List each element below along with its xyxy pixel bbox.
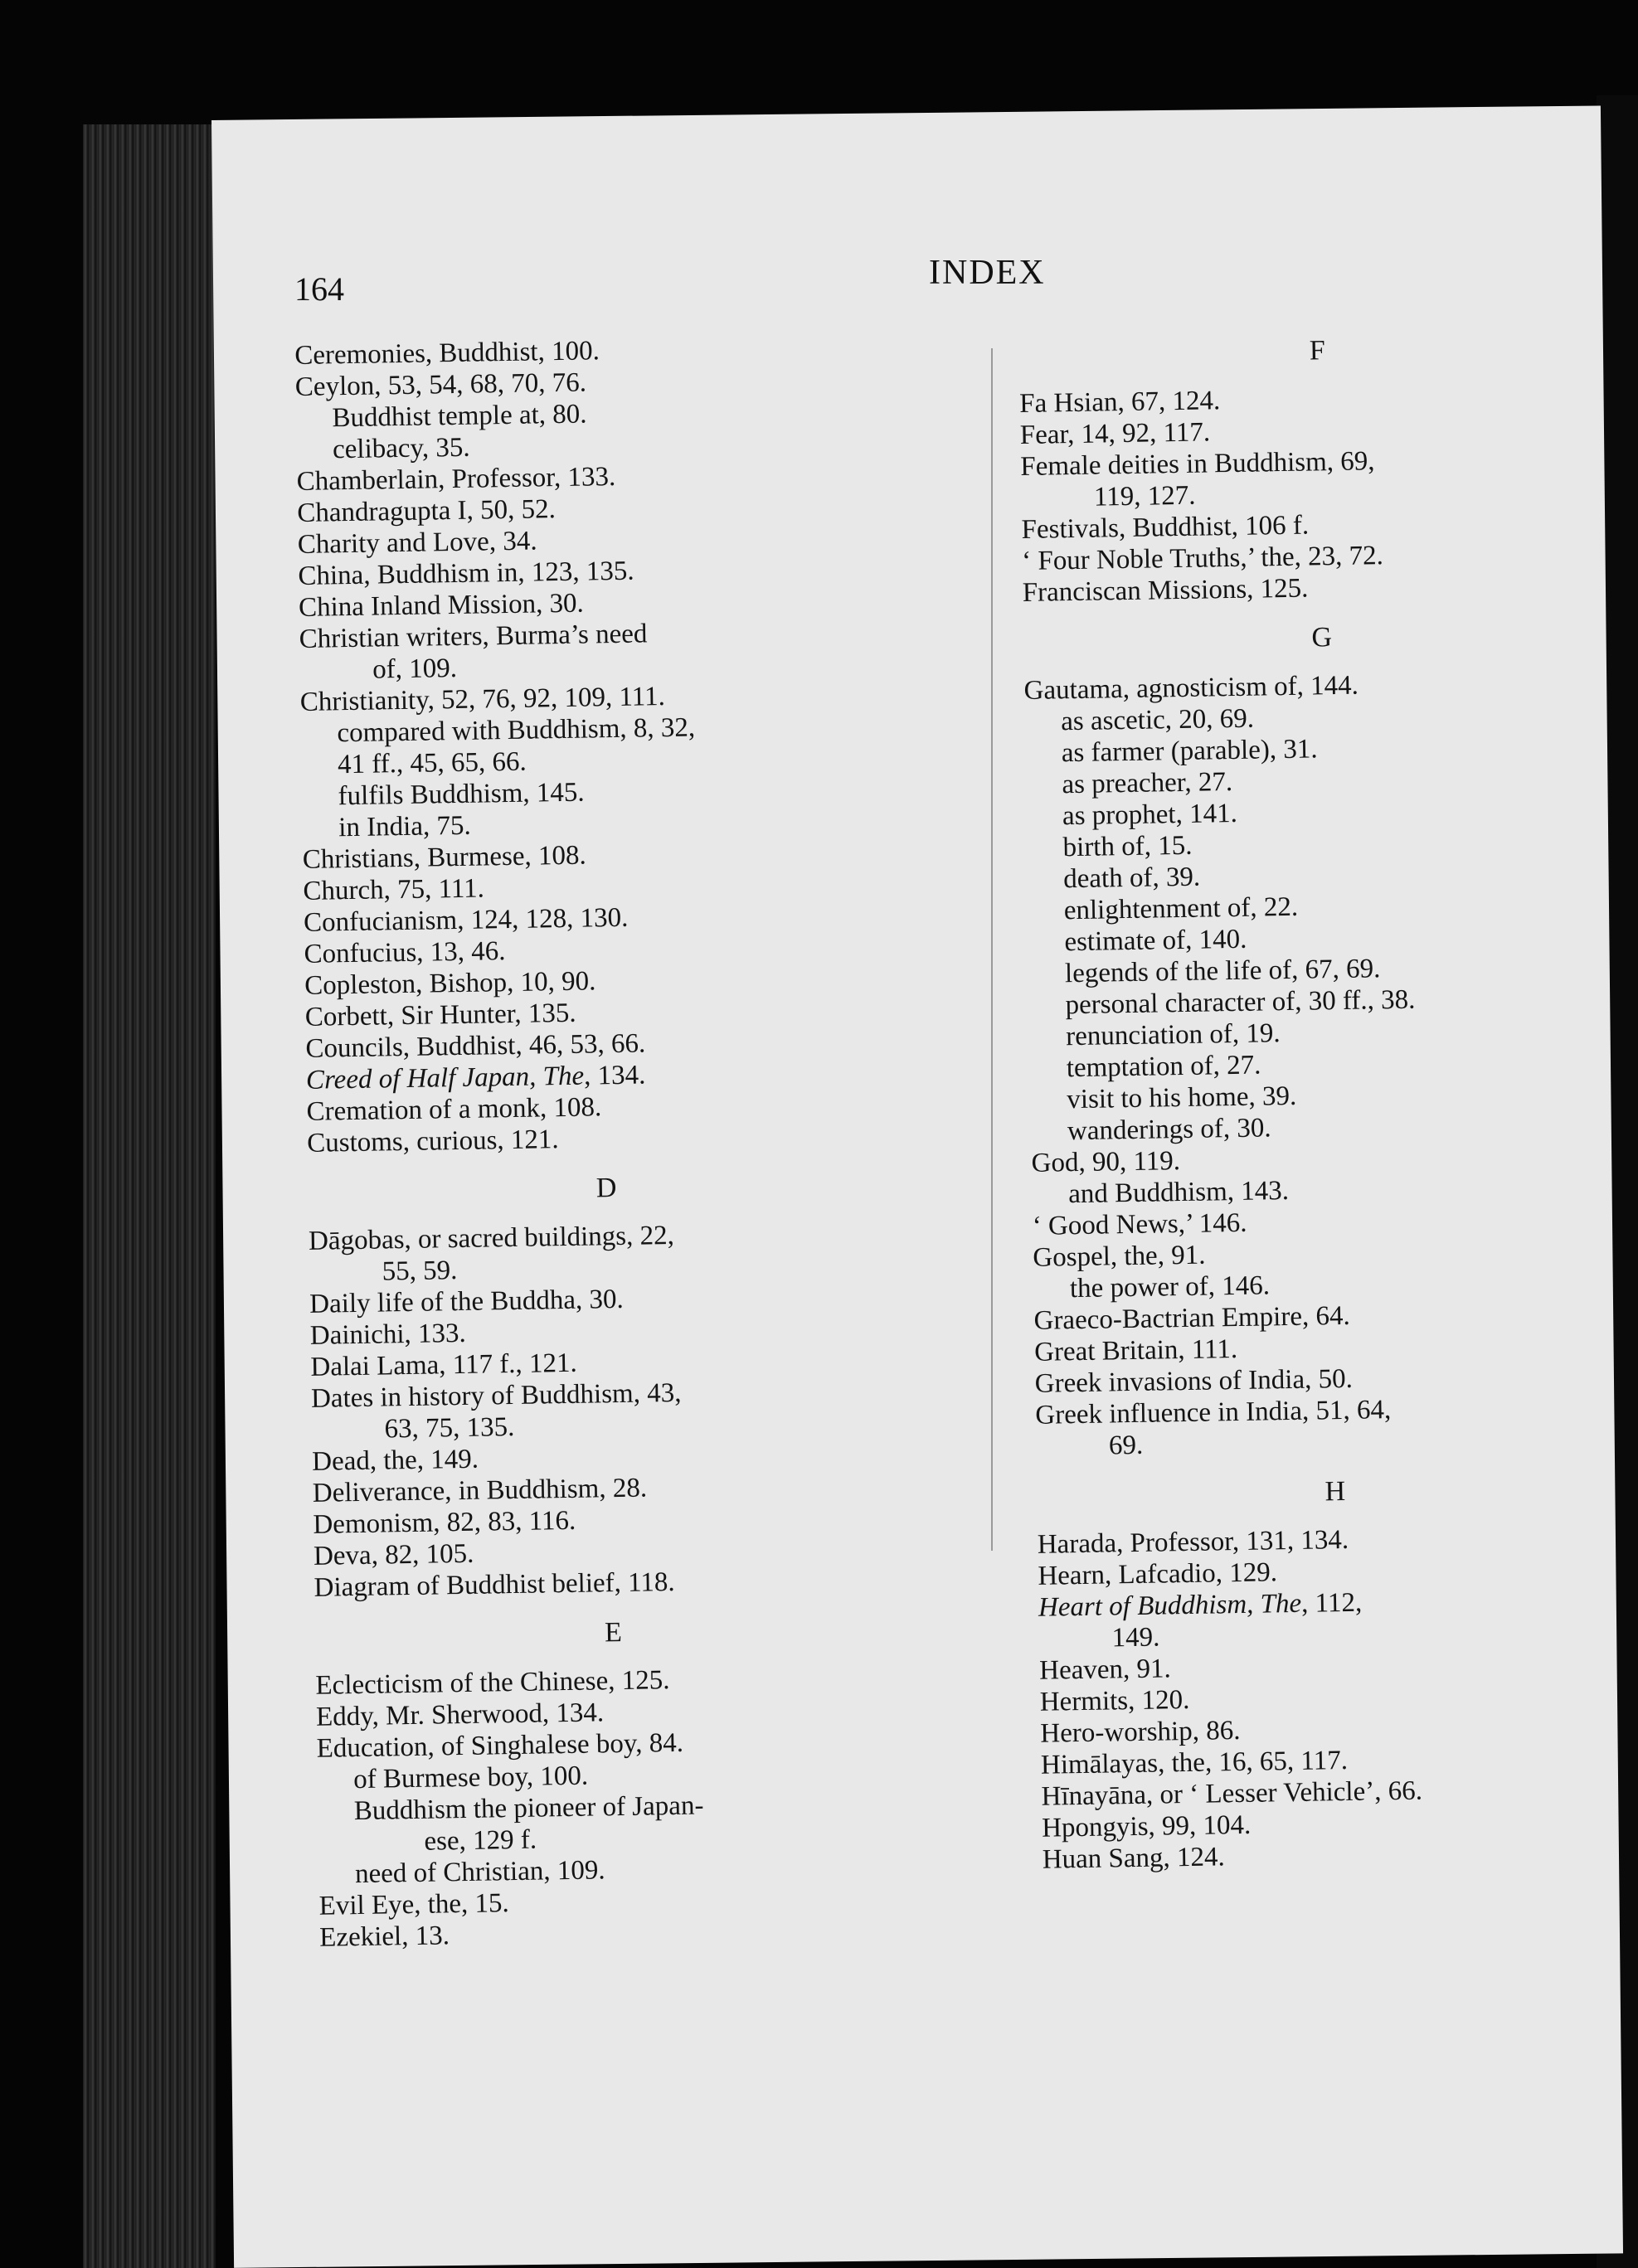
section-letter: H <box>1324 1475 1346 1508</box>
entry-text: Customs, curious, 121. <box>306 1124 559 1158</box>
entry-text: Hīnayāna, or ‘ Lesser Vehicle’, 66. <box>1041 1775 1423 1812</box>
book-edge <box>83 124 216 2268</box>
entry-text: Female deities in Buddhism, 69, <box>1020 446 1375 482</box>
entry-text: Harada, Professor, 131, 134. <box>1037 1524 1349 1560</box>
entry-text: birth of, 15. <box>1062 830 1193 863</box>
entry-text: Ceylon, 53, 54, 68, 70, 76. <box>294 367 587 402</box>
index-column-left <box>294 331 916 1954</box>
entry-text: Eclecticism of the Chinese, 125. <box>315 1665 670 1701</box>
entry-text: 41 ff., 45, 65, 66. <box>337 746 527 780</box>
entry-text: Deliverance, in Buddhism, 28. <box>312 1473 648 1508</box>
entry-text: death of, 39. <box>1062 862 1201 895</box>
entry-text: Confucianism, 124, 128, 130. <box>303 902 629 938</box>
entry-text: Eddy, Mr. Sherwood, 134. <box>315 1697 605 1732</box>
entry-text: Heaven, 91. <box>1038 1654 1172 1686</box>
entry-text: Charity and Love, 34. <box>297 526 537 560</box>
entry-text: Graeco-Bactrian Empire, 64. <box>1033 1300 1350 1336</box>
section-letter: E <box>604 1616 623 1649</box>
entry-text: in India, 75. <box>338 810 471 843</box>
entry-text: Fa Hsian, 67, 124. <box>1018 386 1221 419</box>
entry-text: Evil Eye, the, 15. <box>318 1888 510 1921</box>
entry-title-italic: Heart of Buddhism, The <box>1038 1588 1302 1623</box>
entry-text: Cremation of a monk, 108. <box>306 1092 602 1127</box>
entry-text: God, 90, 119. <box>1031 1146 1181 1178</box>
entry-text: Chandragupta I, 50, 52. <box>297 494 557 528</box>
entry-text: China, Buddhism in, 123, 135. <box>298 556 634 591</box>
entry-text: wanderings of, 30. <box>1067 1113 1271 1147</box>
entry-text: as ascetic, 20, 69. <box>1060 703 1255 737</box>
entry-text: enlightenment of, 22. <box>1063 891 1299 926</box>
entry-text: Ezekiel, 13. <box>318 1921 450 1953</box>
entry-text: visit to his home, 39. <box>1067 1081 1297 1115</box>
entry-text: Dalai Lama, 117 f., 121. <box>310 1348 578 1382</box>
entry-text: ese, 129 f. <box>424 1824 537 1857</box>
entry-text: Corbett, Sir Hunter, 135. <box>304 998 576 1032</box>
entry-text: , 112, <box>1300 1587 1363 1619</box>
entry-text: ‘ Good News,’ 146. <box>1032 1207 1247 1241</box>
entry-text: 119, 127. <box>1093 480 1196 512</box>
entry-text: Church, 75, 111. <box>303 873 485 906</box>
entry-text: celibacy, 35. <box>332 432 470 465</box>
entry-text: 69. <box>1108 1430 1144 1461</box>
entry-text: Hpongyis, 99, 104. <box>1041 1809 1252 1843</box>
entry-text: Hermits, 120. <box>1039 1684 1190 1717</box>
entry-text: Greek influence in India, 51, 64, <box>1035 1395 1392 1430</box>
entry-text: as farmer (parable), 31. <box>1061 734 1318 769</box>
page-number: 164 <box>294 270 344 308</box>
entry-text: Christianity, 52, 76, 92, 109, 111. <box>299 682 666 717</box>
entry-text: , 134. <box>583 1060 646 1091</box>
entry-text: Gospel, the, 91. <box>1033 1240 1206 1273</box>
entry-text: Christian writers, Burma’s need <box>299 619 648 654</box>
entry-text: renunciation of, 19. <box>1065 1018 1281 1052</box>
entry-text: of, 109. <box>372 653 458 685</box>
entry-text: as prophet, 141. <box>1062 798 1238 832</box>
entry-text: Franciscan Missions, 125. <box>1022 573 1309 608</box>
entry-text: personal character of, 30 ff., 38. <box>1065 984 1416 1021</box>
entry-text: China Inland Mission, 30. <box>298 588 585 623</box>
entry-text: Gautama, agnosticism of, 144. <box>1023 670 1359 706</box>
entry-text: of Burmese boy, 100. <box>352 1760 589 1795</box>
column-rule <box>991 348 993 1551</box>
entry-text: Christians, Burmese, 108. <box>302 840 586 875</box>
entry-text: Buddhism the pioneer of Japan- <box>353 1790 704 1827</box>
entry-text: Confucius, 13, 46. <box>304 936 506 969</box>
entry-text: 55, 59. <box>382 1255 458 1287</box>
entry-text: Hero-worship, 86. <box>1040 1716 1241 1749</box>
entry-text: Councils, Buddhist, 46, 53, 66. <box>305 1028 646 1064</box>
entry-text: Dāgobas, or sacred buildings, 22, <box>308 1220 675 1256</box>
entry-text: and Buddhism, 143. <box>1067 1176 1290 1210</box>
entry-text: need of Christian, 109. <box>354 1855 605 1890</box>
entry-text: estimate of, 140. <box>1064 924 1247 958</box>
entry-text: Demonism, 82, 83, 116. <box>313 1505 576 1540</box>
entry-text: Festivals, Buddhist, 106 f. <box>1021 510 1310 545</box>
entry-text: Great Britain, 111. <box>1033 1334 1238 1367</box>
entry-text: Ceremonies, Buddhist, 100. <box>294 336 600 371</box>
entry-text: ‘ Four Noble Truths,’ the, 23, 72. <box>1021 541 1384 576</box>
entry-text: Fear, 14, 92, 117. <box>1019 417 1211 450</box>
entry-text: legends of the life of, 67, 69. <box>1064 954 1381 989</box>
entry-text: Dainichi, 133. <box>309 1318 467 1351</box>
entry-title-italic: Creed of Half Japan, The <box>305 1061 585 1095</box>
section-letter: D <box>595 1173 617 1204</box>
entry-text: Greek invasions of India, 50. <box>1034 1363 1354 1399</box>
entry-text: Chamberlain, Professor, 133. <box>296 461 616 497</box>
entry-text: Daily life of the Buddha, 30. <box>309 1284 625 1319</box>
entry-text: Huan Sang, 124. <box>1042 1842 1226 1875</box>
entry-text: Education, of Singhalese boy, 84. <box>316 1727 684 1764</box>
entry-text: Himālayas, the, 16, 65, 117. <box>1040 1745 1349 1780</box>
index-column-right <box>1018 331 1638 1876</box>
entry-text: as preacher, 27. <box>1062 767 1233 800</box>
entry-text: compared with Buddhism, 8, 32, <box>337 712 696 749</box>
entry-text: Diagram of Buddhist belief, 118. <box>314 1566 675 1603</box>
running-head: INDEX <box>929 254 1046 292</box>
entry-text: Deva, 82, 105. <box>313 1538 474 1571</box>
section-letter: F <box>1309 335 1325 367</box>
entry-text: Dead, the, 149. <box>311 1444 479 1477</box>
entry-text: Dates in history of Buddhism, 43, <box>310 1377 682 1414</box>
section-letter: G <box>1311 622 1333 653</box>
entry-text: the power of, 146. <box>1069 1270 1271 1304</box>
entry-text: Buddhist temple at, 80. <box>332 399 587 434</box>
entry-text: Copleston, Bishop, 10, 90. <box>304 966 596 1001</box>
entry-text: 63, 75, 135. <box>384 1411 515 1445</box>
entry-text: Hearn, Lafcadio, 129. <box>1038 1557 1278 1591</box>
entry-text: fulfils Buddhism, 145. <box>338 777 585 812</box>
entry-text: temptation of, 27. <box>1066 1050 1261 1084</box>
entry-text: 149. <box>1111 1622 1160 1654</box>
